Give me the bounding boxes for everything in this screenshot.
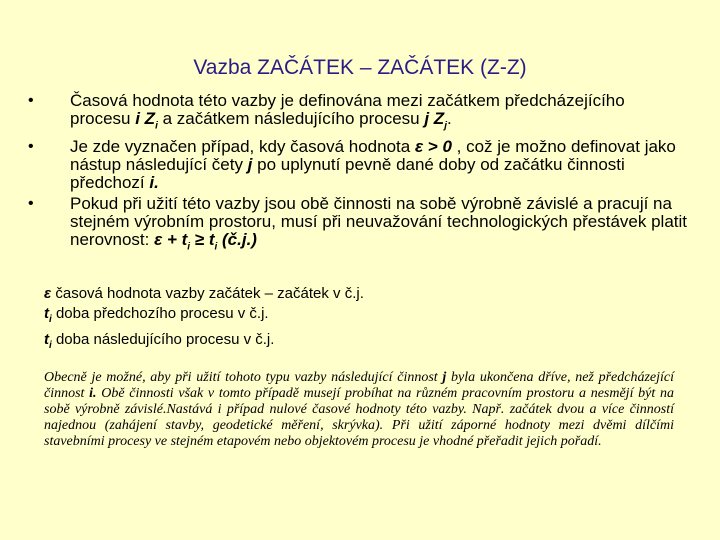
- symbol-i: i: [135, 109, 140, 128]
- formula-part: ε + t: [154, 230, 188, 250]
- bullet-dot: •: [28, 138, 34, 156]
- formula-part: (č.j.): [217, 230, 257, 250]
- subscript: i: [155, 120, 158, 132]
- bullet-text: Je zde vyznačen případ, kdy časová hodnota: [70, 137, 415, 157]
- bullet-text: .: [446, 109, 452, 128]
- symbol-z: Z: [433, 109, 445, 128]
- bullet-item: [28, 92, 688, 135]
- symbol-zj: [433, 109, 447, 132]
- definition-symbol: ε: [44, 285, 52, 302]
- symbol-i: i.: [89, 386, 97, 401]
- bullet-text: Pokud při užití této vazby jsou obě činnosti na sobě výrobně závislé a pracují na stejném výrobním prostoru, musí při neuvažování technologických přestávek platit nerovnost:: [70, 194, 688, 250]
- note-paragraph: [44, 370, 674, 450]
- symbol-t: t: [44, 331, 49, 348]
- bullet-item: [28, 138, 688, 192]
- definition-symbol: [44, 305, 52, 325]
- symbol-i: i.: [149, 173, 159, 193]
- symbol-z: Z: [144, 109, 156, 128]
- inequality: [154, 230, 257, 253]
- symbol-t: t: [44, 305, 49, 322]
- bullet-dot: •: [28, 195, 34, 213]
- note-text: Obecně je možné, aby při užití tohoto typu vazby následující činnost: [44, 370, 443, 385]
- note-text: byla ukončena dříve, než předcházející činnost: [44, 370, 675, 401]
- bullet-dot: •: [28, 92, 34, 109]
- subscript: j: [444, 120, 447, 132]
- subscript: i: [214, 241, 218, 253]
- subscript: i: [187, 241, 191, 253]
- formula-part: ≥ t: [190, 230, 215, 250]
- bullet-text: a začátkem následujícího procesu: [157, 109, 425, 128]
- bullet-text: Časová hodnota této vazby je definována mezi začátkem předcházejícího procesu: [70, 91, 625, 128]
- subscript: i: [49, 314, 52, 325]
- definition-row: [44, 284, 684, 304]
- definition-symbol: [44, 331, 52, 351]
- symbol-j: j: [442, 370, 447, 385]
- subscript: i: [49, 340, 52, 351]
- bullet-text: , což je možno definovat jako nástup následující čety: [70, 137, 676, 175]
- note-text: Obě činnosti však v tomto případě musejí probíhat na různém pracovním prostoru a nesmějí být na sobě výrobně závislé.Nastává i případ nulové časové hodnoty této vazby. Např. začátek dvou a více činností najednou (zahájení stavby, geodetické měření, skrývka). Při užití záporné hodnoty mezi dvěmi dílčími stavebními procesy ve stejném etapovém nebo objektovém procesu je vhodné přeřadit jejich pořadí.: [44, 386, 674, 449]
- symbol-j: j: [424, 109, 430, 128]
- bullet-text: po uplynutí pevně dané doby od začátku činnosti předchozí: [70, 155, 625, 193]
- page-title: Vazba ZAČÁTEK – ZAČÁTEK (Z-Z): [193, 56, 527, 79]
- symbol-j: j: [247, 155, 253, 175]
- definitions: [44, 284, 684, 356]
- definition-row: [44, 304, 684, 330]
- bullet-list: [28, 92, 688, 260]
- symbol-zi: [144, 109, 158, 132]
- definition-text: doba předchozího procesu v č.j.: [51, 305, 269, 322]
- bullet-item: [28, 195, 688, 256]
- condition: ε > 0: [414, 137, 452, 157]
- definition-text: doba následujícího procesu v č.j.: [51, 331, 275, 348]
- definition-row: [44, 330, 684, 356]
- definition-text: časová hodnota vazby začátek – začátek v č.j.: [51, 285, 364, 302]
